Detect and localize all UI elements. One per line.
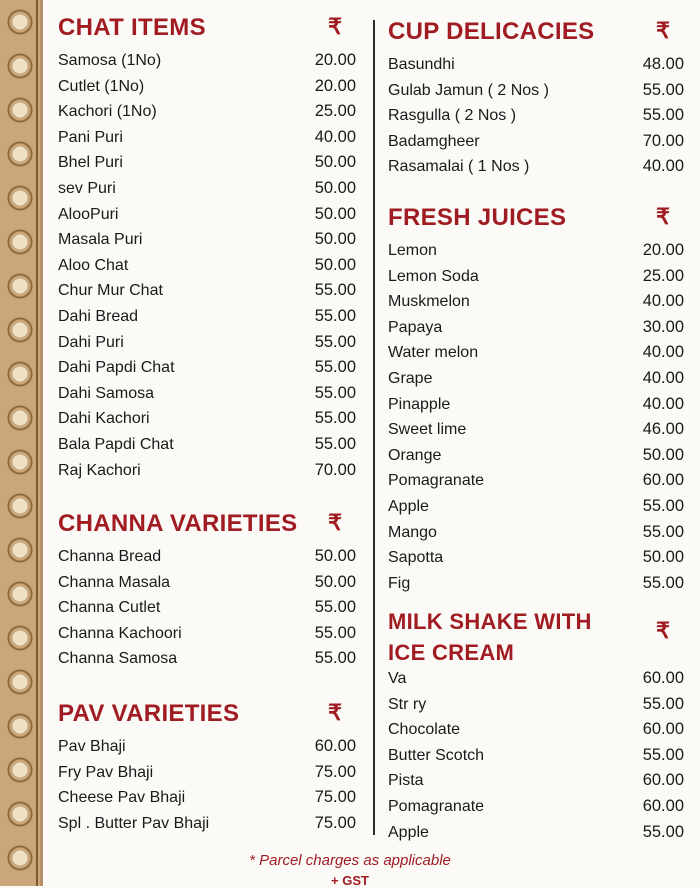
item-name: Sapotta bbox=[388, 549, 444, 567]
menu-item bbox=[388, 129, 684, 155]
section-title: PAV VARIETIES bbox=[58, 700, 240, 727]
item-price: 50.00 bbox=[642, 548, 684, 567]
item-name: Badamgheer bbox=[388, 132, 480, 150]
item-name: Chur Mur Chat bbox=[58, 282, 163, 300]
item-name: Channa Masala bbox=[58, 573, 171, 591]
item-name: Dahi Samosa bbox=[58, 384, 155, 402]
item-name: Muskmelon bbox=[388, 293, 470, 311]
item-name: Channa Cutlet bbox=[58, 599, 161, 617]
menu-item bbox=[388, 340, 684, 366]
menu-item bbox=[58, 381, 356, 407]
item-name: Water melon bbox=[388, 344, 479, 362]
section-header bbox=[388, 204, 684, 238]
section-title: MILK SHAKE WITH ICE CREAM bbox=[388, 609, 592, 665]
item-price: 40.00 bbox=[642, 157, 684, 176]
section-cup-delicacies bbox=[388, 18, 684, 180]
item-price: 55.00 bbox=[642, 496, 684, 515]
item-price: 60.00 bbox=[642, 669, 684, 687]
item-name: Aloo Chat bbox=[58, 256, 129, 274]
item-name: Bala Papdi Chat bbox=[58, 435, 174, 453]
item-name: AlooPuri bbox=[58, 205, 119, 223]
item-name: Chocolate bbox=[388, 721, 461, 739]
item-name: Mango bbox=[388, 523, 437, 541]
section-channa-varieties bbox=[58, 510, 356, 672]
item-price: 55.00 bbox=[314, 306, 356, 325]
menu-item bbox=[388, 103, 684, 129]
menu-item bbox=[58, 304, 356, 330]
column-divider bbox=[373, 20, 375, 835]
item-name: Fig bbox=[388, 574, 411, 592]
menu-item bbox=[388, 820, 684, 846]
menu-item bbox=[388, 366, 684, 392]
item-price: 40.00 bbox=[642, 343, 684, 362]
item-list bbox=[58, 544, 356, 672]
item-price: 46.00 bbox=[642, 420, 684, 439]
menu-item bbox=[58, 278, 356, 304]
item-name: sev Puri bbox=[58, 179, 116, 197]
item-price: 55.00 bbox=[314, 434, 356, 453]
item-list bbox=[388, 238, 684, 596]
menu-item bbox=[388, 392, 684, 418]
menu-item bbox=[58, 227, 356, 253]
menu-item bbox=[388, 443, 684, 469]
item-name: Va bbox=[388, 670, 407, 687]
item-price: 40.00 bbox=[642, 368, 684, 387]
menu-item bbox=[388, 571, 684, 597]
menu-item bbox=[58, 330, 356, 356]
item-name: Pinapple bbox=[388, 395, 451, 413]
gst-note: + GST bbox=[331, 873, 369, 888]
item-price: 50.00 bbox=[642, 445, 684, 464]
item-price: 20.00 bbox=[642, 241, 684, 259]
item-price: 25.00 bbox=[314, 102, 356, 121]
menu-item bbox=[388, 768, 684, 794]
section-header bbox=[388, 606, 684, 666]
item-price: 55.00 bbox=[314, 281, 356, 300]
item-price: 55.00 bbox=[314, 383, 356, 402]
item-price: 55.00 bbox=[642, 822, 684, 841]
menu-item bbox=[58, 176, 356, 202]
item-name: Rasgulla ( 2 Nos ) bbox=[388, 107, 517, 125]
item-name: Channa Bread bbox=[58, 548, 162, 565]
item-list bbox=[58, 734, 356, 836]
item-price: 40.00 bbox=[314, 127, 356, 146]
rupee-icon: ₹ bbox=[656, 204, 670, 229]
item-price: 70.00 bbox=[642, 131, 684, 150]
item-name: Lemon bbox=[388, 242, 437, 259]
item-price: 60.00 bbox=[642, 720, 684, 739]
section-chat-items bbox=[58, 14, 356, 483]
item-price: 50.00 bbox=[314, 255, 356, 274]
menu-item bbox=[388, 289, 684, 315]
menu-item bbox=[58, 595, 356, 621]
item-name: Samosa (1No) bbox=[58, 52, 162, 69]
item-name: Channa Samosa bbox=[58, 650, 178, 668]
menu-item bbox=[388, 52, 684, 78]
menu-item bbox=[388, 238, 684, 264]
menu-item bbox=[58, 570, 356, 596]
item-price: 50.00 bbox=[314, 153, 356, 172]
item-list bbox=[388, 52, 684, 180]
item-name: Dahi Papdi Chat bbox=[58, 359, 175, 377]
menu-item bbox=[58, 48, 356, 74]
item-list bbox=[58, 48, 356, 483]
menu-item bbox=[58, 760, 356, 786]
item-name: Fry Pav Bhaji bbox=[58, 763, 154, 781]
item-price: 75.00 bbox=[314, 813, 356, 832]
item-price: 50.00 bbox=[314, 204, 356, 223]
item-name: Channa Kachoori bbox=[58, 624, 182, 642]
menu-item bbox=[58, 811, 356, 837]
item-price: 40.00 bbox=[642, 292, 684, 311]
item-price: 55.00 bbox=[642, 573, 684, 592]
item-name: Pista bbox=[388, 772, 424, 790]
menu-item bbox=[58, 646, 356, 672]
item-name: Rasamalai ( 1 Nos ) bbox=[388, 158, 530, 176]
item-name: Pomagranate bbox=[388, 797, 485, 815]
border-line bbox=[36, 0, 38, 886]
item-name: Pomagranate bbox=[388, 472, 485, 490]
menu-item bbox=[388, 520, 684, 546]
menu-item bbox=[58, 544, 356, 570]
item-price: 50.00 bbox=[314, 547, 356, 565]
menu-item bbox=[388, 78, 684, 104]
item-name: Sweet lime bbox=[388, 421, 467, 439]
section-title: CHANNA VARIETIES bbox=[58, 510, 298, 537]
item-price: 25.00 bbox=[642, 266, 684, 285]
item-name: Orange bbox=[388, 446, 442, 464]
item-name: Apple bbox=[388, 497, 429, 515]
item-name: Grape bbox=[388, 369, 433, 387]
item-name: Bhel Puri bbox=[58, 154, 123, 172]
menu-item bbox=[388, 494, 684, 520]
item-price: 55.00 bbox=[314, 358, 356, 377]
menu-item bbox=[388, 743, 684, 769]
menu-item bbox=[388, 264, 684, 290]
item-name: Masala Puri bbox=[58, 231, 143, 249]
menu-item bbox=[58, 458, 356, 484]
menu-item bbox=[58, 253, 356, 279]
item-name: Pav Bhaji bbox=[58, 738, 126, 755]
item-name: Lemon Soda bbox=[388, 267, 479, 285]
parcel-note: * Parcel charges as applicable bbox=[249, 852, 451, 869]
item-price: 60.00 bbox=[314, 737, 356, 755]
item-price: 55.00 bbox=[642, 80, 684, 99]
section-header bbox=[58, 700, 356, 734]
item-price: 55.00 bbox=[642, 745, 684, 764]
section-title: FRESH JUICES bbox=[388, 204, 567, 231]
item-name: Pani Puri bbox=[58, 128, 123, 146]
section-title: CUP DELICACIES bbox=[388, 18, 595, 45]
item-price: 50.00 bbox=[314, 572, 356, 591]
item-name: Dahi Bread bbox=[58, 307, 139, 325]
menu-item bbox=[58, 734, 356, 760]
menu-item bbox=[388, 468, 684, 494]
menu-item bbox=[388, 154, 684, 180]
menu-item bbox=[58, 150, 356, 176]
section-header bbox=[58, 510, 356, 544]
section-header bbox=[58, 14, 356, 48]
item-price: 40.00 bbox=[642, 394, 684, 413]
item-price: 30.00 bbox=[642, 317, 684, 336]
item-name: Dahi Kachori bbox=[58, 410, 150, 428]
menu-item bbox=[388, 545, 684, 571]
item-price: 55.00 bbox=[642, 106, 684, 125]
menu-item bbox=[58, 355, 356, 381]
item-price: 60.00 bbox=[642, 771, 684, 790]
item-name: Raj Kachori bbox=[58, 461, 141, 479]
rupee-icon: ₹ bbox=[328, 510, 342, 535]
menu-item bbox=[58, 785, 356, 811]
section-title: CHAT ITEMS bbox=[58, 14, 206, 41]
item-price: 55.00 bbox=[314, 409, 356, 428]
item-price: 55.00 bbox=[314, 332, 356, 351]
menu-item bbox=[58, 125, 356, 151]
menu-item bbox=[58, 74, 356, 100]
rupee-icon: ₹ bbox=[328, 14, 342, 39]
item-price: 60.00 bbox=[642, 471, 684, 490]
item-name: Papaya bbox=[388, 318, 443, 336]
item-name: Apple bbox=[388, 823, 429, 841]
item-name: Dahi Puri bbox=[58, 333, 124, 351]
item-price: 75.00 bbox=[314, 788, 356, 807]
rupee-icon: ₹ bbox=[656, 18, 670, 43]
item-name: Str ry bbox=[388, 695, 427, 713]
rupee-icon: ₹ bbox=[656, 618, 670, 643]
section-milk-shake bbox=[388, 606, 684, 845]
item-name: Spl . Butter Pav Bhaji bbox=[58, 814, 210, 832]
item-price: 55.00 bbox=[642, 694, 684, 713]
item-price: 50.00 bbox=[314, 230, 356, 249]
rupee-icon: ₹ bbox=[328, 700, 342, 725]
item-price: 48.00 bbox=[642, 55, 684, 73]
menu-item bbox=[58, 621, 356, 647]
section-pav-varieties bbox=[58, 700, 356, 836]
item-price: 50.00 bbox=[314, 178, 356, 197]
item-name: Kachori (1No) bbox=[58, 103, 157, 121]
menu-item bbox=[388, 717, 684, 743]
item-name: Cheese Pav Bhaji bbox=[58, 789, 186, 807]
item-price: 60.00 bbox=[642, 796, 684, 815]
menu-item bbox=[58, 99, 356, 125]
item-name: Basundhi bbox=[388, 56, 455, 73]
item-price: 20.00 bbox=[314, 76, 356, 95]
item-price: 55.00 bbox=[314, 598, 356, 617]
item-name: Gulab Jamun ( 2 Nos ) bbox=[388, 81, 549, 99]
menu-item bbox=[388, 417, 684, 443]
menu-item bbox=[58, 202, 356, 228]
menu-item bbox=[58, 406, 356, 432]
item-price: 55.00 bbox=[314, 649, 356, 668]
item-price: 20.00 bbox=[314, 51, 356, 69]
section-fresh-juices bbox=[388, 204, 684, 596]
item-price: 70.00 bbox=[314, 460, 356, 479]
menu-item bbox=[58, 432, 356, 458]
item-price: 75.00 bbox=[314, 762, 356, 781]
menu-item bbox=[388, 692, 684, 718]
menu-item bbox=[388, 666, 684, 692]
item-list bbox=[388, 666, 684, 845]
menu-item bbox=[388, 794, 684, 820]
item-price: 55.00 bbox=[642, 522, 684, 541]
item-price: 55.00 bbox=[314, 623, 356, 642]
item-name: Cutlet (1No) bbox=[58, 77, 145, 95]
item-name: Butter Scotch bbox=[388, 746, 485, 764]
section-header bbox=[388, 18, 684, 52]
menu-item bbox=[388, 315, 684, 341]
